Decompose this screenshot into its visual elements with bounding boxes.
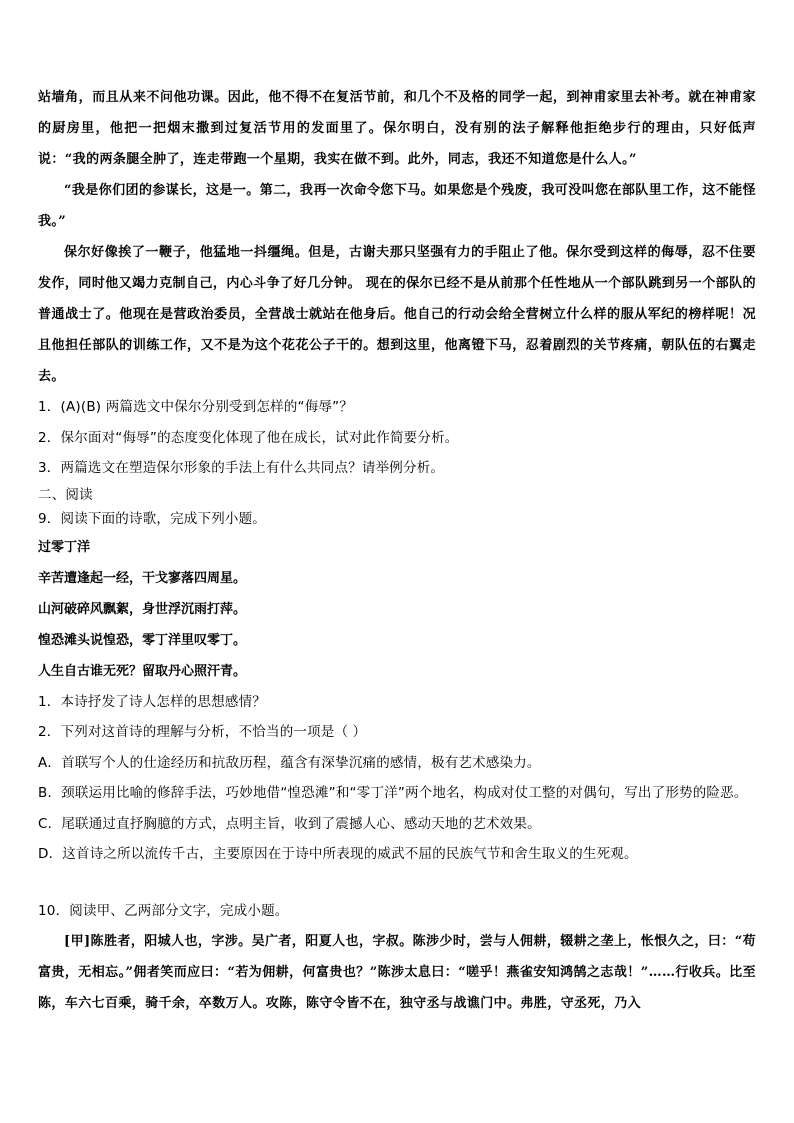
question-8-1: 1．(A)(B) 两篇选文中保尔分别受到怎样的“侮辱”？	[38, 399, 354, 415]
poem-line-4: 人生自古谁无死？留取丹心照汗青。	[38, 663, 247, 679]
option-c: C．尾联通过直抒胸臆的方式，点明主旨，收到了震撼人心、感动天地的艺术效果。	[38, 815, 541, 832]
poem-line-1: 辛苦遭逢起一经，干戈寥落四周星。	[38, 570, 247, 586]
section-heading: 二、阅读	[38, 486, 93, 503]
poem-line-3: 惶恐滩头说惶恐，零丁洋里叹零丁。	[38, 632, 247, 648]
option-a: A．首联写个人的仕途经历和抗敌历程，蕴含有深挚沉痛的感情，极有艺术感染力。	[38, 754, 541, 771]
question-9-sub-1: 1．本诗抒发了诗人怎样的思想感情？	[38, 693, 266, 710]
option-b: B．颈联运用比喻的修辞手法，巧妙地借“惶恐滩”和“零丁洋”两个地名，构成对仗工整的对偶句，写出了形势的险恶。	[38, 785, 748, 801]
passage-paragraph-2: “我是你们团的参谋长，这是一。第二，我再一次命令您下马。如果您是个残废，我可没叫您在部队里工作，这不能怪我。”	[38, 183, 756, 229]
option-d: D．这首诗之所以流传千古，主要原因在于诗中所表现的威武不屈的民族气节和舍生取义的生死观。	[38, 846, 638, 862]
document-page	[38, 82, 756, 1019]
classical-text-jia: [甲]陈胜者，阳城人也，字涉。吴广者，阳夏人也，字叔。陈涉少时，尝与人佣耕，辍耕之垄上，怅恨久之，曰：“苟富贵，无相忘。”佣者笑而应曰：“若为佣耕，何富贵也？”陈涉太息曰：“嗟乎！燕雀安知鸿鹄之志哉！”……行收兵。比至陈，车六七百乘，骑千余，卒数万人。攻陈，陈守令皆不在，独守丞与战谯门中。弗胜，守丞死，乃入	[38, 934, 756, 1011]
passage-paragraph-3: 保尔好像挨了一鞭子，他猛地一抖缰绳。但是，古谢夫那只坚强有力的手阻止了他。保尔受到这样的侮辱，忍不住要发作，同时他又竭力克制自己，内心斗争了好几分钟。 现在的保尔已经不是从前那个任性地从一个部队跳到另一个部队的普通战士了。他现在是营政治委员，全营战士就站在他身后。他自己的行动会给全营树立什么样的服从军纪的榜样呢！况且他担任部队的训练工作，又不是为这个花花公子干的。想到这里，他离镫下马，忍着剧烈的关节疼痛，朝队伍的右翼走去。	[38, 245, 756, 384]
question-8-2: 2．保尔面对“侮辱”的态度变化体现了他在成长，试对此作简要分析。	[38, 429, 459, 446]
question-10-stem: 10．阅读甲、乙两部分文字，完成小题。	[38, 902, 289, 919]
spacer	[38, 870, 756, 896]
passage-paragraph-1: 站墙角，而且从来不问他功课。因此，他不得不在复活节前，和几个不及格的同学一起，到神甫家里去补考。就在神甫家的厨房里，他把一把烟末撒到过复活节用的发面里了。保尔明白，没有别的法子解释他拒绝步行的理由，只好低声说：“我的两条腿全肿了，连走带跑一个星期，我实在做不到。此外，同志，我还不知道您是什么人。”	[38, 90, 756, 167]
question-8-3: 3．两篇选文在塑造保尔形象的手法上有什么共同点？请举例分析。	[38, 460, 445, 476]
question-9-sub-2: 2．下列对这首诗的理解与分析，不恰当的一项是（ ）	[38, 724, 367, 740]
poem-line-2: 山河破碎风飘絮，身世浮沉雨打萍。	[38, 601, 247, 617]
poem-title: 过零丁洋	[38, 539, 91, 555]
question-9-stem: 9．阅读下面的诗歌，完成下列小题。	[38, 510, 266, 527]
